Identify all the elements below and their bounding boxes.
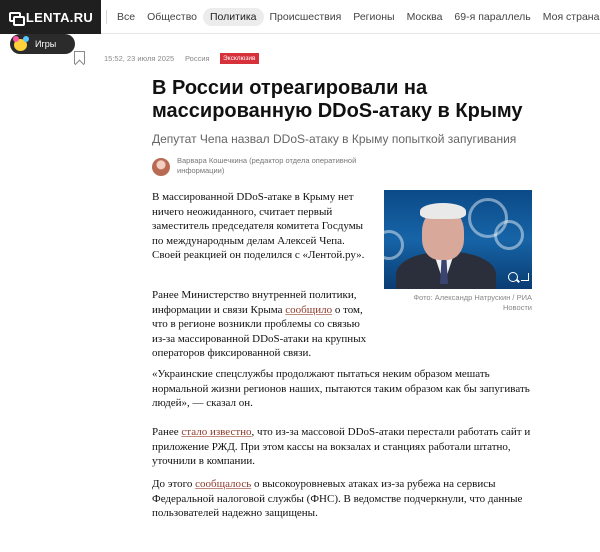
author-avatar [152,158,170,176]
games-button[interactable] [10,34,75,54]
bookmark-icon[interactable] [74,51,85,64]
games-label: Игры [35,39,57,49]
nav-item-society[interactable]: Общество [147,11,197,23]
top-navigation-bar [0,0,600,34]
source-link-soobshchilo[interactable]: сообщило [285,303,333,316]
source-link-soobshchalos[interactable]: сообщалось [195,478,252,490]
logo-mark-icon [8,10,22,24]
logo-text: LENTA.RU [25,9,94,25]
paragraph-5: До этого сообщалось о высокоуровневых атаках из-за рубежа на сервисы Федеральной налоговой службы (ФНС). В ведомстве подчеркнули, что данные пользователей надежно защищены. [152,478,523,520]
paragraph-4: Ранее стало известно, что из-за массовой DDoS-атаки перестали работать сайт и приложение РЖД. При этом кассы на вокзалах и станциях работали штатно, уточнили в компании. [152,426,531,468]
games-icon [13,36,30,52]
nav-item-incidents[interactable]: Происшествия [269,11,342,23]
nav-item-my-country[interactable]: Моя страна [542,11,600,23]
paragraph-2: Ранее Министерство внутренней политики, информации и связи Крыма сообщило о том, что в регионе возникли проблемы со связью из-за массированной DDoS-атаки на крупных операторов фиксированной связи. [152,289,367,360]
article-photo[interactable] [384,190,532,289]
nav-item-regions[interactable]: Регионы [353,11,395,23]
rubric-link[interactable]: Россия [185,54,210,63]
nav-item-moscow[interactable]: Москва [406,11,443,23]
paragraph-3-quote: «Украинские спецслужбы продолжают пытаться неким образом мешать нормальной жизни регионов наших, пытаются таким образом как бы запугивать людей», — сказал он. [152,368,530,410]
article-subtitle: Депутат Чепа назвал DDoS-атаку в Крыму попыткой запугивания [152,132,517,146]
site-logo[interactable] [0,0,101,34]
nav-item-politics[interactable]: Политика [203,8,264,26]
source-link-stalo-izvestno[interactable]: стало известно [181,426,252,438]
author-name: Варвара Кошечкина (редактор отдела оперативной информации) [177,156,357,175]
zoom-icon[interactable] [508,272,518,282]
nav-divider [106,10,107,24]
section-nav [102,0,600,34]
paragraph-1: В массированной DDoS-атаке в Крыму нет ничего неожиданного, считает первый заместитель председателя комитета Госдумы по международным делам Алексей Чепа. Своей реакцией он поделился с «Лентой.ру». [152,191,365,262]
nav-item-all[interactable]: Все [117,11,136,23]
article-title: В России отреагировали на массированную DDoS-атаку в Крыму [152,77,523,122]
expand-icon[interactable] [521,273,529,281]
exclusive-badge: Эксклюзив [220,53,259,64]
nav-item-69-parallel[interactable]: 69-я параллель [454,11,531,23]
publish-datetime: 15:52, 23 июля 2025 [104,54,175,63]
photo-caption: Фото: Александр Натрускин / РИА Новости [413,293,532,312]
